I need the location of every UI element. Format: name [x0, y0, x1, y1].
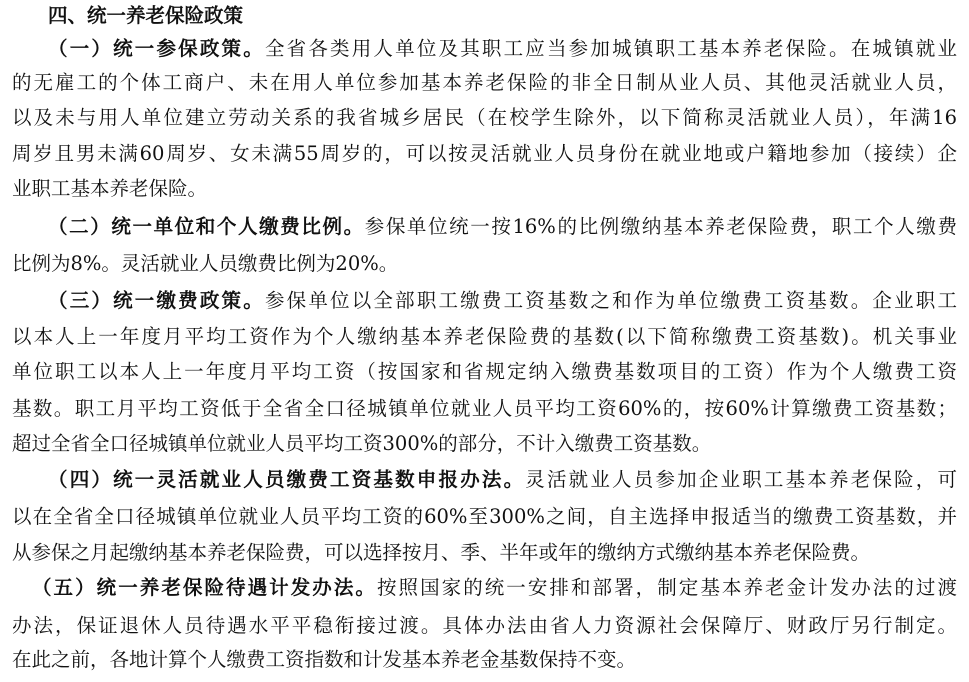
paragraph-line: 从参保之月起缴纳基本养老保险费，可以选择按月、季、半年或年的缴纳方式缴纳基本养老保险费。 [12, 541, 871, 564]
paragraph-text: 参保单位统一按16%的比例缴纳基本养老保险费，职工个人缴费 [364, 215, 957, 238]
paragraph-line [48, 465, 957, 495]
paragraph-line: 在此之前，各地计算个人缴费工资指数和计发基本养老金基数保持不变。 [12, 648, 637, 671]
paragraph-title: （一）统一参保政策。 [48, 37, 265, 60]
paragraph-line [48, 34, 957, 64]
paragraph-line: 以在全省全口径城镇单位就业人员平均工资的60%至300%之间，自主选择申报适当的缴费工资基数，并 [12, 505, 957, 528]
paragraph-line: 业职工基本养老保险。 [12, 177, 208, 200]
paragraph-line: 办法，保证退休人员待遇水平平稳衔接过渡。具体办法由省人力资源社会保障厅、财政厅另行制定。 [12, 614, 957, 637]
paragraph-text: 参保单位以全部职工缴费工资基数之和作为单位缴费工资基数。企业职工 [264, 289, 957, 312]
paragraph-line: 以及未与用人单位建立劳动关系的我省城乡居民（在校学生除外，以下简称灵活就业人员），年满16 [12, 106, 957, 129]
paragraph-text: 全省各类用人单位及其职工应当参加城镇职工基本养老保险。在城镇就业 [264, 37, 957, 60]
paragraph-line: 以本人上一年度月平均工资作为个人缴纳基本养老保险费的基数(以下简称缴费工资基数)。机关事业 [12, 325, 957, 348]
paragraph-line [32, 573, 957, 603]
paragraph-line: 超过全省全口径城镇单位就业人员平均工资300%的部分，不计入缴费工资基数。 [12, 432, 712, 455]
paragraph-line [48, 286, 957, 316]
paragraph-line: 的无雇工的个体工商户、未在用人单位参加基本养老保险的非全日制从业人员、其他灵活就业人员， [12, 71, 957, 94]
paragraph-line: 单位职工以本人上一年度月平均工资（按国家和省规定纳入缴费基数项目的工资）作为个人缴费工资 [12, 360, 957, 383]
paragraph-line: 基数。职工月平均工资低于全省全口径城镇单位就业人员平均工资60%的，按60%计算缴费工资基数； [12, 397, 957, 420]
paragraph-line: 周岁且男未满60周岁、女未满55周岁的，可以按灵活就业人员身份在就业地或户籍地参加（接续）企 [12, 142, 957, 165]
paragraph-line [48, 212, 957, 242]
section-heading: 四、统一养老保险政策 [48, 4, 244, 27]
paragraph-title: （三）统一缴费政策。 [48, 289, 265, 312]
paragraph-title: （四）统一灵活就业人员缴费工资基数申报办法。 [48, 468, 526, 491]
paragraph-title: （二）统一单位和个人缴费比例。 [48, 215, 365, 238]
paragraph-title: （五）统一养老保险待遇计发办法。 [32, 576, 377, 599]
paragraph-text: 按照国家的统一安排和部署，制定基本养老金计发办法的过渡 [376, 576, 957, 599]
paragraph-line: 比例为8%。灵活就业人员缴费比例为20%。 [12, 252, 399, 275]
paragraph-text: 灵活就业人员参加企业职工基本养老保险，可 [525, 468, 957, 491]
